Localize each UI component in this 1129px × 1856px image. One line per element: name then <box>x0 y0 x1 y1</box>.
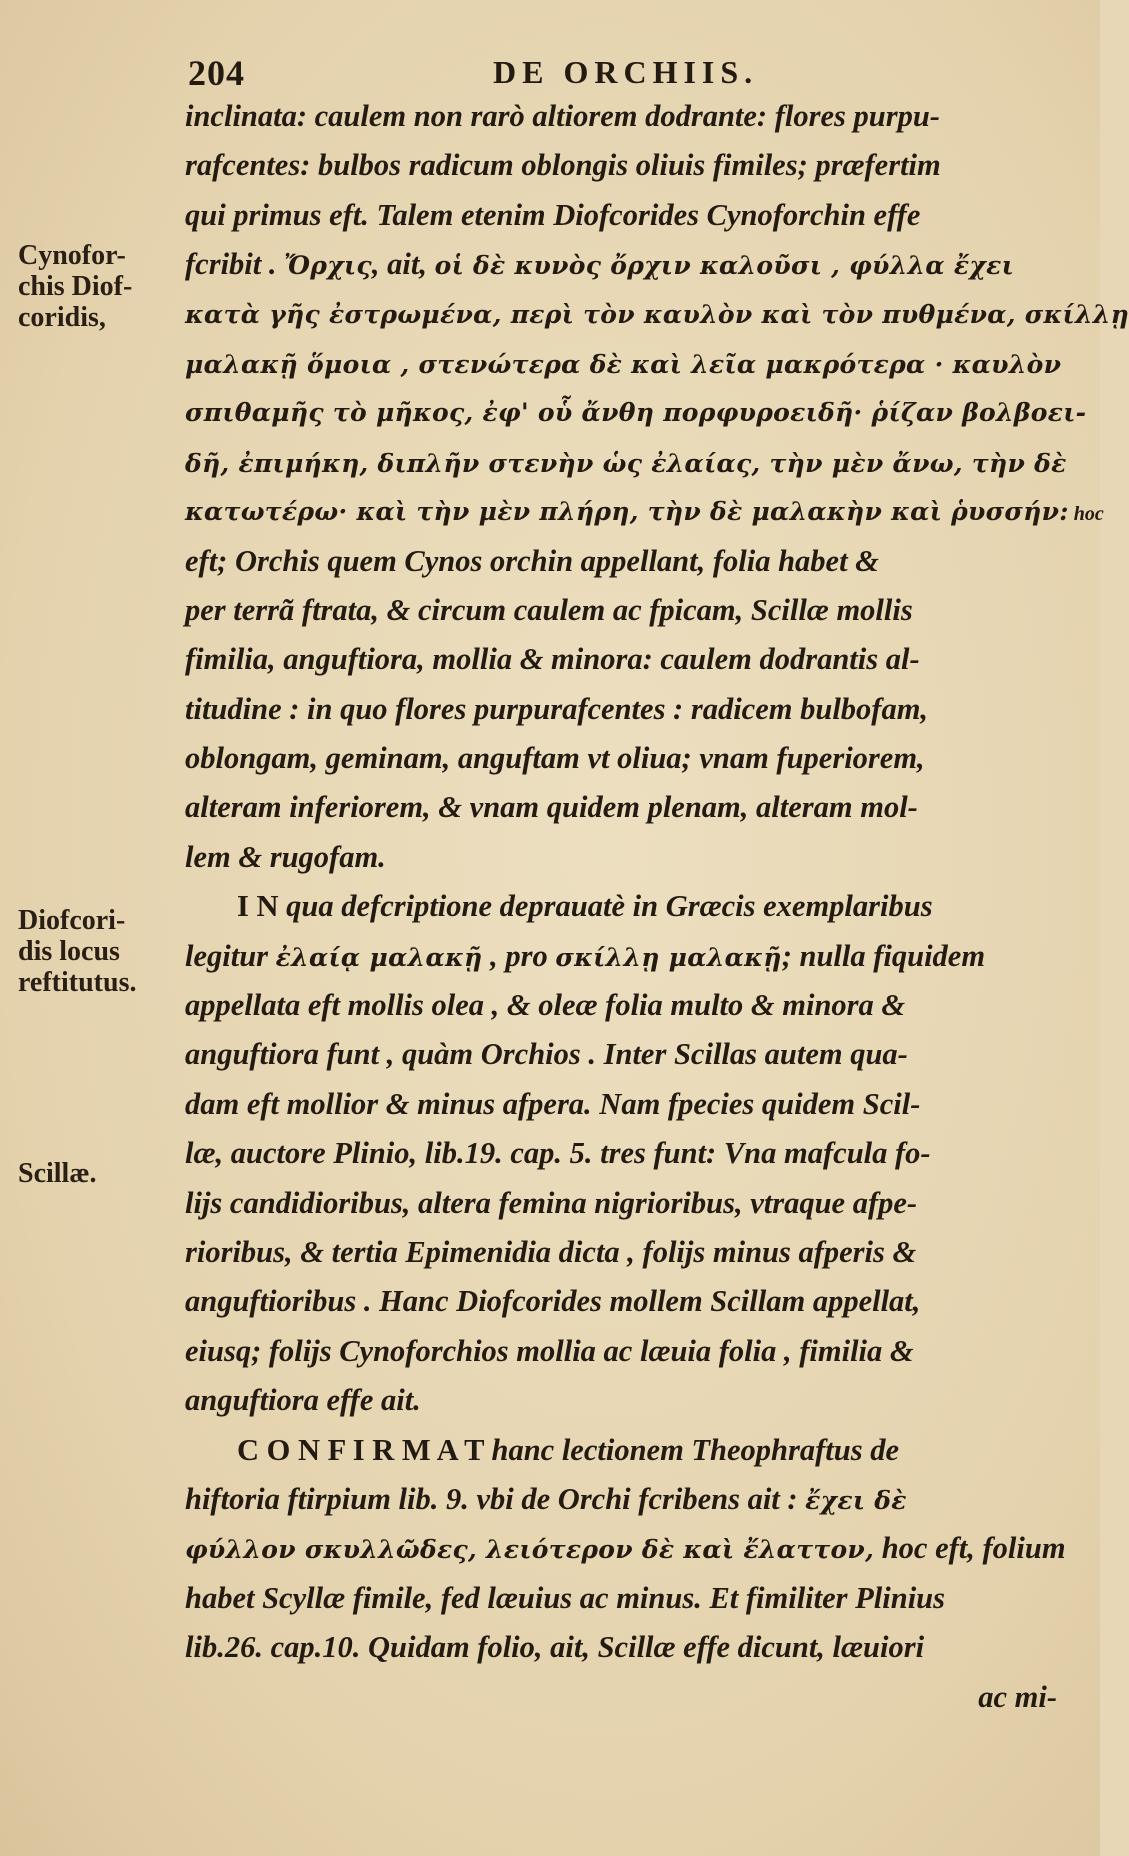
text-line <box>185 1030 1075 1079</box>
margin-note-scillae: Scillæ. <box>18 1158 97 1189</box>
latin-text: hanc lectionem Theophraftus de <box>491 1432 900 1467</box>
text-line <box>185 685 1075 734</box>
latin-text: eiusq; folijs Cynoforchios mollia ac læuia folia , fimilia & <box>185 1333 914 1368</box>
text-line <box>185 141 1075 190</box>
text-line <box>185 734 1075 783</box>
latin-text: I N <box>237 889 287 924</box>
latin-text: anguftioribus . Hanc Diofcorides mollem Scillam appellat, <box>185 1284 921 1319</box>
text-line <box>185 240 1075 289</box>
latin-text: fcribit . <box>185 247 285 282</box>
text-line <box>185 586 1075 635</box>
margin-note-cynosorchis: Cynofor- chis Diof- coridis, <box>18 240 133 333</box>
text-line <box>185 1574 1075 1623</box>
greek-text: κατωτέρω· καὶ τὴν μὲν πλήρη, τὴν δὲ μαλακὴν καὶ ῥυσσήν: <box>185 497 1069 527</box>
text-line <box>185 1080 1075 1129</box>
greek-text: δῆ, ἐπιμήκη, διπλῆν στενὴν ὡς ἐλαίας, τὴν μὲν ἄνω, τὴν δὲ <box>185 448 1067 478</box>
latin-text: , pro <box>482 938 556 973</box>
text-line <box>185 1623 1075 1672</box>
latin-text: hoc eft, folium <box>874 1531 1066 1566</box>
latin-text: C O N F I R M A T <box>237 1432 492 1467</box>
body-text <box>185 92 1129 1722</box>
latin-text: habet Scyllæ fimile, fed læuius ac minus. Et fimiliter Plinius <box>185 1580 946 1615</box>
latin-text: qua defcriptione deprauatè in Græcis exemplaribus <box>286 889 933 924</box>
text-line <box>185 339 1075 388</box>
text-line <box>185 1475 1075 1524</box>
latin-text: titudine : in quo flores purpurafcentes : radicem bulbofam, <box>185 691 929 726</box>
latin-text: læ, auctore Plinio, lib.19. cap. 5. tres funt: Vna mafcula fo- <box>185 1136 931 1171</box>
text-line <box>185 1179 1075 1228</box>
text-line <box>185 1277 1075 1326</box>
margin-note-locus-restitutus: Diofcori- dis locus reftitutus. <box>18 905 137 998</box>
text-line <box>185 537 1075 586</box>
latin-text: lem & rugofam. <box>185 839 386 874</box>
greek-text: σπιθαμῆς τὸ μῆκος, ἐφ' οὗ ἄνθη πορφυροειδῆ· ῥίζαν βολβοει- <box>185 398 1087 428</box>
latin-text: anguftiora funt , quàm Orchios . Inter Scillas autem qua- <box>185 1037 908 1072</box>
text-line <box>185 981 1075 1030</box>
text-line <box>185 92 1075 141</box>
text-line <box>185 635 1075 684</box>
page-number: 204 <box>188 53 245 93</box>
text-line <box>185 1327 1075 1376</box>
latin-text: rafcentes: bulbos radicum oblongis oliuis fimiles; præfertim <box>185 148 941 183</box>
greek-text: μαλακῇ ὅμοια , στενώτερα δὲ καὶ λεῖα μακρότερα · καυλὸν <box>185 349 1062 379</box>
latin-text: lijs candidioribus, altera femina nigrioribus, vtraque afpe- <box>185 1185 918 1220</box>
text-line <box>185 882 1075 931</box>
text-line <box>185 833 1075 882</box>
text-line <box>185 1376 1075 1425</box>
text-line <box>185 1426 1075 1475</box>
text-line <box>185 191 1075 240</box>
latin-text: dam eft mollior & minus afpera. Nam fpecies quidem Scil- <box>185 1086 921 1121</box>
latin-text: hiftoria ftirpium lib. 9. vbi de Orchi fcribens ait : <box>185 1481 806 1516</box>
text-line <box>185 932 1075 981</box>
latin-text: ; nulla fiquidem <box>781 938 986 973</box>
text-line <box>185 388 1087 437</box>
latin-text: anguftiora effe ait. <box>185 1383 421 1418</box>
text-line <box>185 1228 1075 1277</box>
catchword <box>185 1673 1075 1722</box>
greek-text: σκίλλῃ μαλακῇ <box>555 942 782 972</box>
latin-text: appellata eft mollis olea , & oleæ folia multo & minora & <box>185 988 906 1023</box>
latin-text: hoc <box>1068 503 1104 526</box>
text-line <box>185 1129 1075 1178</box>
greek-text: Ὄρχις <box>284 251 372 281</box>
latin-text: lib.26. cap.10. Quidam folio, ait, Scillæ effe dicunt, læuiori <box>185 1630 925 1665</box>
latin-text: per terrã ftrata, & circum caulem ac fpicam, Scillæ mollis <box>185 592 913 627</box>
text-line <box>185 783 1075 832</box>
text-line <box>185 487 1104 536</box>
greek-text: οἱ δὲ κυνὸς ὄρχιν καλοῦσι , φύλλα ἔχει <box>434 251 1015 281</box>
latin-text: qui primus eft. Talem etenim Diofcorides Cynoforchin effe <box>185 197 921 232</box>
latin-text: inclinata: caulem non rarò altiorem dodrante: flores purpu- <box>185 99 940 133</box>
latin-text: rioribus, & tertia Epimenidia dicta , folijs minus afperis & <box>185 1234 917 1269</box>
latin-text: eft; Orchis quem Cynos orchin appellant, folia habet & <box>185 543 879 578</box>
latin-text: ac mi- <box>978 1679 1057 1714</box>
latin-text: oblongam, geminam, anguftam vt oliua; vnam fuperiorem, <box>185 741 925 776</box>
latin-text: legitur <box>185 938 276 973</box>
greek-text: φύλλον σκυλλῶδες, λειότερον δὲ καὶ ἔλαττον, <box>185 1535 875 1565</box>
latin-text: fimilia, anguftiora, mollia & minora: caulem dodrantis al- <box>185 642 920 677</box>
text-line <box>185 1524 1075 1573</box>
greek-text: ἐλαίᾳ μαλακῇ <box>275 942 483 972</box>
greek-text: κατὰ γῆς ἐστρωμένα, περὶ τὸν καυλὸν καὶ τὸν πυθμένα, σκίλλῃ <box>185 299 1129 329</box>
latin-text: alteram inferiorem, & vnam quidem plenam, alteram mol- <box>185 790 918 825</box>
text-line <box>185 290 1129 339</box>
latin-text: , ait, <box>371 247 435 282</box>
text-line <box>185 438 1075 487</box>
running-title: DE ORCHIIS. <box>493 54 759 90</box>
greek-text: ἔχει δὲ <box>805 1485 907 1515</box>
